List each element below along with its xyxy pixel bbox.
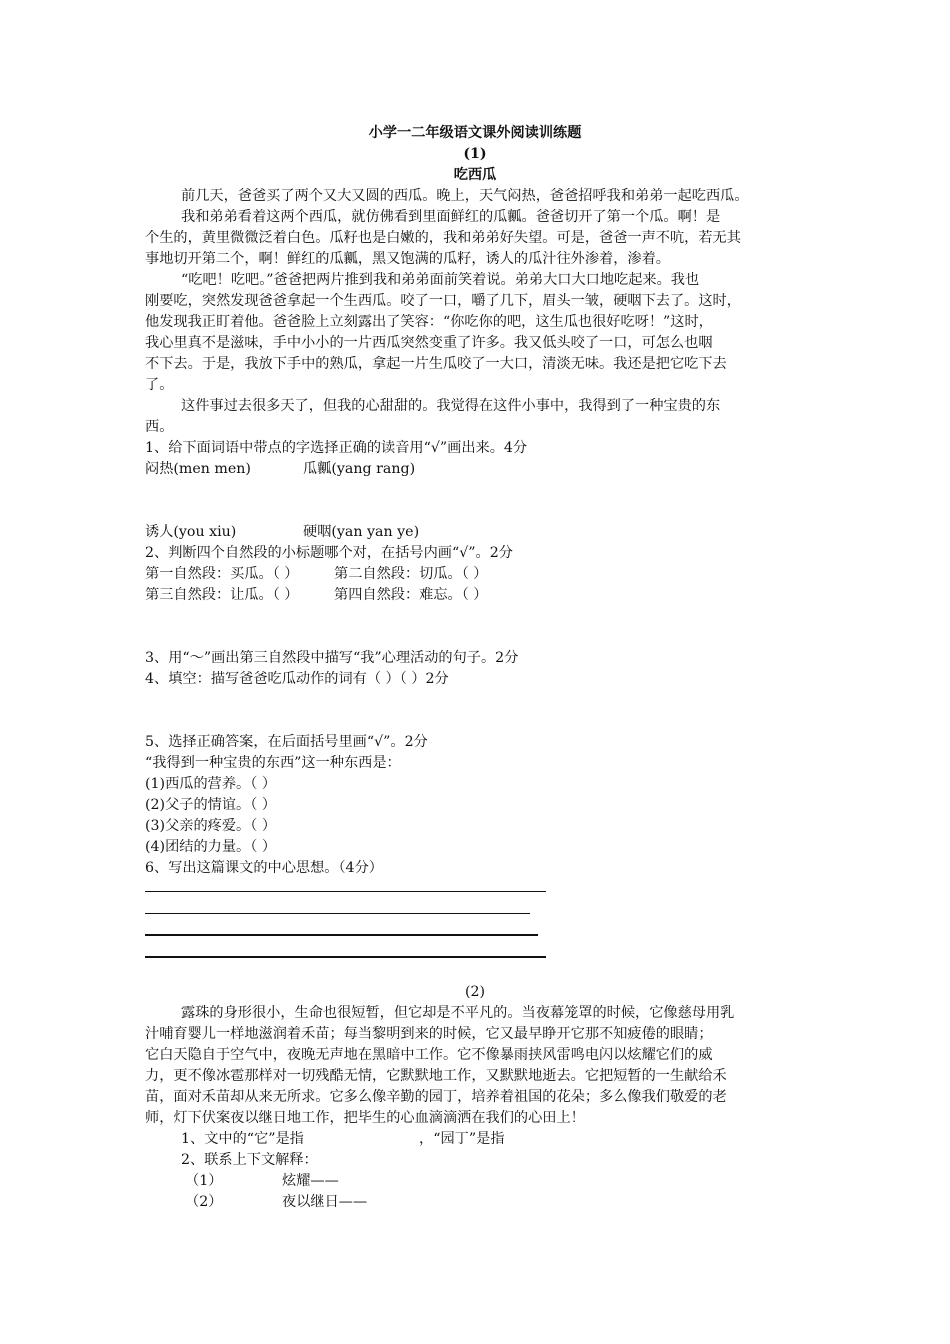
- answer-line: [145, 934, 538, 936]
- doc-title: 小学一二年级语文课外阅读训练题: [368, 125, 582, 141]
- s2-question-1: 1、文中的“它”是指: [181, 1131, 304, 1147]
- q1-word-3: 诱人(you xiu): [145, 524, 237, 540]
- passage-line: 西。: [145, 419, 174, 435]
- q5-option: (4)团结的力量。（ ）: [145, 839, 277, 855]
- passage-line: 了。: [145, 377, 174, 393]
- s2-q2-item-2-number: （2）: [185, 1194, 223, 1210]
- q1-word-4: 硬咽(yan yan ye): [303, 524, 420, 540]
- question-1: 1、给下面词语中带点的字选择正确的读音用“√”画出来。4分: [145, 440, 528, 456]
- passage-line: 这件事过去很多天了，但我的心甜甜的。我觉得在这件小事中，我得到了一种宝贵的东: [181, 398, 721, 414]
- passage-line: “吃吧！吃吧。”爸爸把两片推到我和弟弟面前笑着说。弟弟大口大口地吃起来。我也: [181, 272, 700, 288]
- q2-option-d: 第四自然段：难忘。（ ）: [334, 587, 488, 603]
- passage-line: 前几天，爸爸买了两个又大又圆的西瓜。晚上，天气闷热，爸爸招呼我和弟弟一起吃西瓜。: [181, 188, 749, 204]
- answer-line: [145, 956, 546, 958]
- question-3: 3、用“～”画出第三自然段中描写“我”心理活动的句子。2分: [145, 650, 519, 666]
- question-5: 5、选择正确答案，在后面括号里画“√”。2分: [145, 734, 428, 750]
- question-4: 4、填空：描写爸爸吃瓜动作的词有（ ）（ ）2分: [145, 671, 449, 687]
- s2-question-2: 2、联系上下文解释：: [181, 1152, 318, 1168]
- q5-option: (2)父子的情谊。（ ）: [145, 797, 277, 813]
- passage-line: 我和弟弟看着这两个西瓜，就仿佛看到里面鲜红的瓜瓤。爸爸切开了第一个瓜。啊！是: [181, 209, 721, 225]
- section-1-number: (1): [463, 146, 487, 162]
- answer-line: [145, 913, 530, 914]
- passage-line: 师，灯下伏案夜以继日地工作，把毕生的心血滴滴洒在我们的心田上！: [145, 1110, 585, 1126]
- q2-option-c: 第三自然段：让瓜。（ ）: [145, 587, 299, 603]
- s2-q2-item-1-word: 炫耀——: [282, 1173, 339, 1189]
- question-2: 2、判断四个自然段的小标题哪个对，在括号内画“√”。2分: [145, 545, 513, 561]
- passage-line: 汁哺育婴儿一样地滋润着禾苗；每当黎明到来的时候，它又最早睁开它那不知疲倦的眼睛；: [145, 1026, 713, 1042]
- passage-line: 露珠的身形很小，生命也很短暂，但它却是不平凡的。当夜幕笼罩的时候，它像慈母用乳: [181, 1005, 735, 1021]
- q1-word-1: 闷热(men men): [145, 461, 251, 477]
- q1-word-2: 瓜瓤(yang rang): [303, 461, 416, 477]
- q5-stem: “我得到一种宝贵的东西”这一种东西是：: [145, 755, 401, 771]
- passage-line: 我心里真不是滋味，手中小小的一片西瓜突然变重了许多。我又低头咬了一口，可怎么也咽: [145, 335, 713, 351]
- section-2-number: (2): [464, 984, 486, 1000]
- q5-option: (1)西瓜的营养。（ ）: [145, 776, 277, 792]
- passage-line: 事地切开第二个，啊！鲜红的瓜瓤，黑又饱满的瓜籽，诱人的瓜汁往外渗着，渗着。: [145, 251, 670, 267]
- passage-line: 个生的，黄里微微泛着白色。瓜籽也是白嫩的，我和弟弟好失望。可是，爸爸一声不吭，若无其: [145, 230, 741, 246]
- q2-option-a: 第一自然段：买瓜。（ ）: [145, 566, 299, 582]
- answer-line: [145, 891, 546, 892]
- passage-line: 刚要吃，突然发现爸爸拿起一个生西瓜。咬了一口，嚼了几下，眉头一皱，硬咽下去了。这时，: [145, 293, 741, 309]
- q5-option: (3)父亲的疼爱。（ ）: [145, 818, 277, 834]
- passage-line: 他发现我正盯着他。爸爸脸上立刻露出了笑容：“你吃你的吧，这生瓜也很好吃呀！”这时，: [145, 314, 713, 330]
- passage-line: 苗，面对禾苗却从来无所求。它多么像辛勤的园丁，培养着祖国的花朵；多么像我们敬爱的老: [145, 1089, 727, 1105]
- s2-q2-item-1-number: （1）: [185, 1173, 223, 1189]
- passage-line: 力，更不像冰雹那样对一切残酷无情，它默默地工作，又默默地逝去。它把短暂的一生献给禾: [145, 1068, 727, 1084]
- s2-q2-item-2-word: 夜以继日——: [282, 1194, 368, 1210]
- s2-question-1-part-2: ，“园丁”是指: [419, 1131, 505, 1147]
- question-6: 6、写出这篇课文的中心思想。（4分）: [145, 860, 383, 876]
- passage-line: 它白天隐自于空气中，夜晚无声地在黑暗中工作。它不像暴雨挟风雷鸣电闪以炫耀它们的威: [145, 1047, 713, 1063]
- passage-line: 不下去。于是，我放下手中的熟瓜，拿起一片生瓜咬了一大口，清淡无味。我还是把它吃下去: [145, 356, 727, 372]
- section-1-title: 吃西瓜: [453, 167, 497, 183]
- q2-option-b: 第二自然段：切瓜。（ ）: [334, 566, 488, 582]
